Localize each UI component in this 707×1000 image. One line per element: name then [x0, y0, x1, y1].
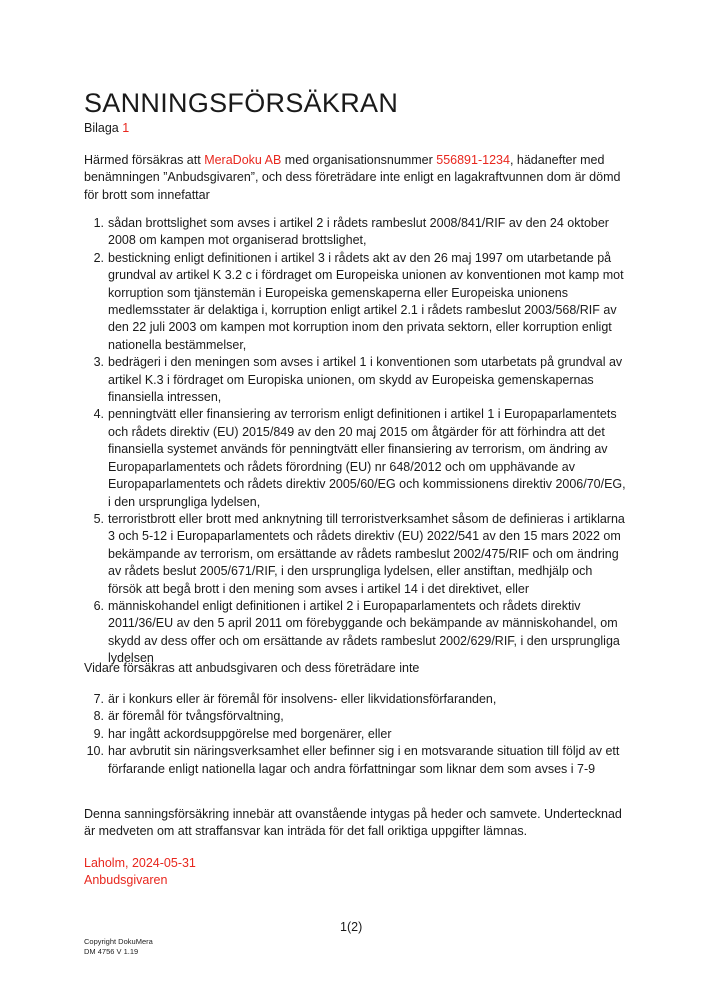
- org-number: 556891-1234: [436, 153, 510, 167]
- page-number: 1(2): [340, 920, 363, 934]
- list-item-text: bedrägeri i den meningen som avses i artikel 1 i konventionen som utarbetats på grundval av artikel K.3 i fördraget om Europiska unionen, om skydd av Europeiska gemenskapernas finansiella intressen,: [108, 355, 623, 405]
- footer: [84, 937, 153, 957]
- list-item: [84, 708, 629, 725]
- middle-paragraph: Vidare försäkras att anbudsgivaren och dess företrädare inte: [84, 661, 420, 675]
- list-item-number: 6.: [93, 598, 104, 613]
- list-item: [84, 406, 629, 510]
- appendix-number: 1: [122, 121, 130, 135]
- list-item-number: 1.: [93, 216, 104, 230]
- list-item-number: 10.: [86, 744, 104, 759]
- list-item: [84, 354, 629, 406]
- list-item-text: penningtvätt eller finansiering av terrorism enligt definitionen i artikel 1 i Europaparlamentets och rådets direktiv (EU) 2015/849 av den 20 maj 2015 om åtgärder för att förhindra att det finansiella systemet används för penningtvätt eller finansiering av terrorism, om ändring av Europaparlamentets och rådets förordning (EU) nr 648/2012 och om upphävande av Europaparlamentets och rådets direktiv 2005/60/EG och kommissionens direktiv 2006/70/EG, i den ursprungliga lydelsen,: [108, 407, 626, 509]
- list-item-text: är i konkurs eller är föremål för insolvens- eller likvidationsförfaranden,: [108, 692, 497, 706]
- closing-paragraph: Denna sanningsförsäkring innebär att ovanstående intygas på heder och samvete. Undertecknad är medveten om att straffansvar kan inträda för det fall oriktiga uppgifter lämnas.: [84, 807, 622, 839]
- footer-doc-id: DM 4756 V 1.19: [84, 947, 139, 956]
- intro-paragraph: [84, 152, 629, 204]
- list-item: [84, 743, 629, 778]
- list-item: [84, 215, 629, 250]
- list-item-number: 2.: [93, 250, 104, 265]
- list-item: [84, 691, 629, 708]
- appendix-label: [84, 121, 129, 135]
- list-item-number: 9.: [93, 726, 104, 741]
- intro-text-2: med organisationsnummer: [281, 153, 437, 167]
- list-item-text: är föremål för tvångsförvaltning,: [108, 709, 284, 724]
- signature-place-date: Laholm, 2024-05-31: [84, 856, 196, 870]
- list-item-text: bestickning enligt definitionen i artikel 3 i rådets akt av den 26 maj 1997 om utarbetande på grundval av artikel K 3.2 c i fördraget om Europeiska unionen av konventionen mot kamp mot korruption som tjänstemän i Europeiska gemenskaperna eller Europeiska unionens medlemsstater är delaktiga i, korruption enligt artikel 2.1 i rådets rambeslut 2003/568/RIF av den 22 juli 2003 om kampen mot korruption inom den privata sektorn, eller korruption enligt nationella bestämmelser,: [108, 250, 624, 352]
- list-item: [84, 511, 629, 598]
- list-item-text: människohandel enligt definitionen i artikel 2 i Europaparlamentets och rådets direktiv 2011/36/EU av den 5 april 2011 om förebyggande och bekämpande av människohandel, om skydd av dess offer och om ersättande av rådets rambeslut 2002/629/RIF, i den ursprungliga lydelsen: [108, 598, 620, 666]
- intro-text-1: Härmed försäkras att: [84, 153, 205, 167]
- list-item: [84, 726, 629, 743]
- appendix-label-text: Bilaga: [84, 121, 119, 135]
- list-item-text: har ingått ackordsuppgörelse med borgenärer, eller: [108, 726, 392, 741]
- document-title: SANNINGSFÖRSÄKRAN: [84, 88, 399, 118]
- list-item-text: har avbrutit sin näringsverksamhet eller befinner sig i en motsvarande situation till följd av ett förfarande enligt nationella lagar och andra författningar som liknar dem som avses i 7-9: [108, 744, 620, 776]
- list-item-number: 7.: [93, 692, 104, 706]
- intro-text-3: , hädanefter med benämningen ”Anbudsgivaren”, och dess företrädare inte enligt en lagakraftvunnen dom är dömd för brott som innefattar: [84, 153, 621, 202]
- list-item-text: sådan brottslighet som avses i artikel 2 i rådets rambeslut 2008/841/RIF av den 24 oktober 2008 om kampen mot organiserad brottslighet,: [108, 216, 609, 248]
- list-item: [84, 250, 629, 354]
- list-item-number: 8.: [93, 709, 104, 724]
- offense-list: [84, 215, 629, 668]
- list-item-text: terroristbrott eller brott med anknytning till terroristverksamhet såsom de definieras i artiklarna 3 och 5-12 i Europaparlamentets och rådets direktiv (EU) 2022/541 av den 15 mars 2022 om bekämpande av terrorism, om ersättande av rådets rambeslut 2002/475/RIF och om ändring av rådets beslut 2005/671/RIF, i den ursprungliga lydelsen, eller anstiftan, medhjälp och försök att begå brott i den mening som avses i artikel 14 i det direktivet, eller: [108, 511, 625, 596]
- list-item-number: 4.: [93, 407, 104, 422]
- footer-copyright: Copyright DokuMera: [84, 937, 153, 946]
- list-item-number: 3.: [93, 355, 104, 370]
- insolvency-list: [84, 691, 629, 778]
- signature-role: Anbudsgivaren: [84, 873, 168, 888]
- list-item-number: 5.: [93, 511, 104, 526]
- list-item: [84, 598, 629, 668]
- signature-block: [84, 855, 629, 890]
- company-name: MeraDoku AB: [204, 153, 282, 167]
